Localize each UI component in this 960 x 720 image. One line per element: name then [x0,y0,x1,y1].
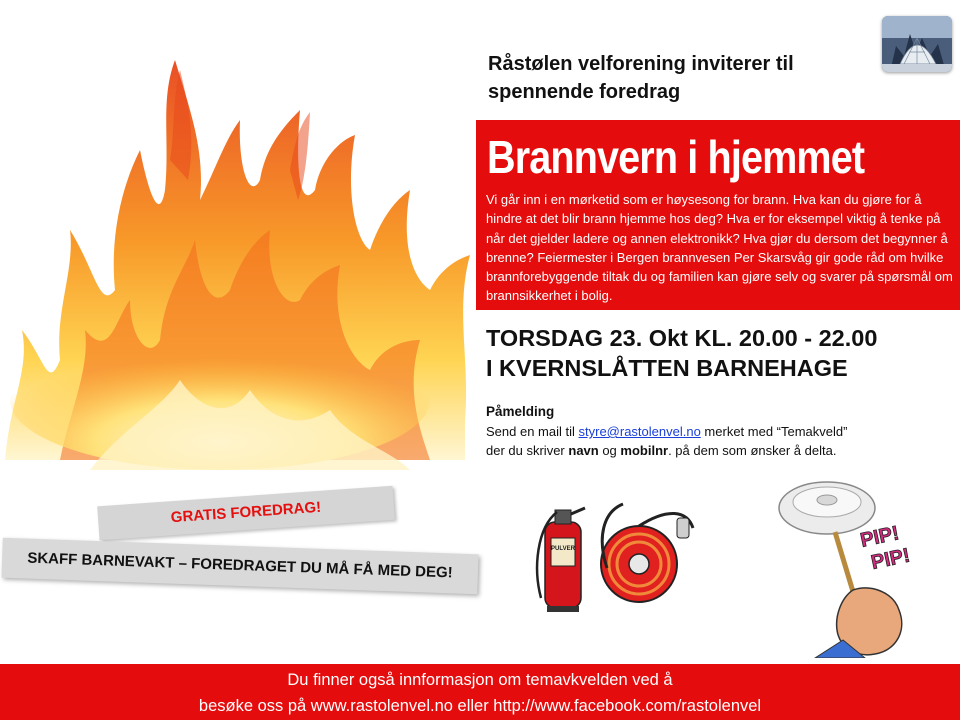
event-info-panel [476,120,960,310]
babysitter-banner: SKAFF BARNEVAKT – FOREDRAGET DU MÅ FÅ MED DEG! [1,538,478,595]
fire-extinguisher-illustration [527,498,699,616]
event-place: I KVERNSLÅTTEN BARNEHAGE [486,355,848,381]
invitation-header [488,50,868,106]
alarm-sound-text-1: PIP! [858,522,902,552]
signup-heading: Påmelding [486,404,555,419]
smoke-alarm-illustration [775,470,925,658]
signup-text: merket med “Temakveld” [700,424,848,439]
signup-text: der du skriver [486,443,569,458]
signup-name-field: navn [568,443,599,458]
footer [0,664,960,720]
signup-phone-field: mobilnr [620,443,669,458]
signup-details [486,443,836,458]
signup-text: . på dem som ønsker å delta. [668,443,837,458]
extinguisher-label: PULVER [551,546,575,552]
footer-line-1: Du finner også innformasjon om temavkvelden ved å [287,671,673,689]
signup-instructions [486,424,847,439]
flames-illustration [0,40,480,480]
footer-line-2: besøke oss på www.rastolenvel.no eller http://www.facebook.com/rastolenvel [198,697,762,715]
signup-text: Send en mail til [486,424,579,439]
page-title: Brannvern i hjemmet [487,131,865,183]
invitation-line-1: Råstølen velforening inviterer til [488,53,794,75]
event-description: Vi går inn i en mørketid som er høysesong for brann. Hva kan du gjøre for å hindre at det blir brann hjemme hos deg? Hva er for eksempel viktig å tenke på når det gjelder ladere og annen elektronikk? Hva gjør du dersom det begynner å brenne? Feiermester i Bergen brannvesen Per Skarsvåg gir gode råd om hvilke brannforebyggende tiltak du og familien kan gjøre selv og svarer på spørsmål om brannsikkerhet i bolig. [486,192,953,304]
email-link[interactable]: styre@rastolenvel.no [578,424,701,439]
event-time: TORSDAG 23. Okt KL. 20.00 - 22.00 [486,325,878,351]
free-lecture-banner: GRATIS FOREDRAG! [97,486,395,541]
tent-photo [882,16,952,72]
signup-text: og [598,443,621,458]
alarm-sound-text-2: PIP! [869,544,912,575]
invitation-line-2: spennende foredrag [488,81,681,103]
